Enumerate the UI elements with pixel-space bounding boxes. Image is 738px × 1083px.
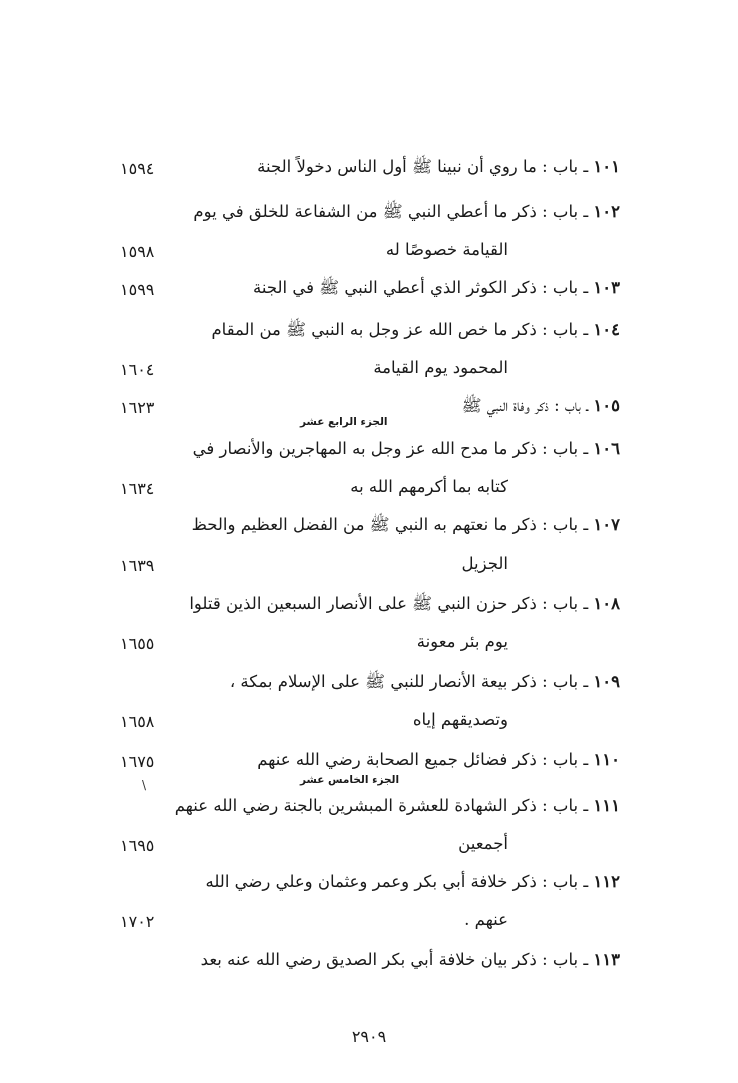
toc-entry-113 bbox=[0, 948, 738, 988]
entry-title: ١١١ ـ باب : ذكر الشهادة للعشرة المبشرين بالجنة رضي الله عنهم bbox=[174, 796, 620, 815]
entry-title: ١٠٨ ـ باب : ذكر حزن النبي ﷺ على الأنصار السبعين الذين قتلوا bbox=[189, 594, 620, 613]
entry-index: ١٠٥ bbox=[593, 396, 620, 415]
toc-entry-106-cont bbox=[0, 475, 738, 515]
section-label-part-14: الجزء الرابع عشر bbox=[300, 416, 388, 428]
entry-index: ١١١ bbox=[593, 796, 620, 815]
entry-page: ١٧٠٢ bbox=[120, 912, 155, 931]
entry-continuation: أجمعين bbox=[458, 834, 508, 853]
entry-index: ١١٢ bbox=[593, 872, 620, 891]
entry-title: ١٠٢ ـ باب : ذكر ما أعطي النبي ﷺ من الشفاعة للخلق في يوم bbox=[193, 202, 620, 221]
toc-entry-101 bbox=[0, 155, 738, 195]
toc-entry-107-cont bbox=[0, 552, 738, 592]
entry-continuation: عنهم . bbox=[464, 910, 508, 929]
toc-entry-112 bbox=[0, 870, 738, 910]
entry-page: ١٦٢٣ bbox=[120, 398, 155, 417]
toc-entry-108-cont bbox=[0, 630, 738, 670]
entry-title: ١١٠ ـ باب : ذكر فضائل جميع الصحابة رضي الله عنهم bbox=[257, 750, 620, 769]
toc-entry-102-cont bbox=[0, 238, 738, 278]
entry-index: ١٠٢ bbox=[593, 202, 620, 221]
entry-page: ١٦٣٤ bbox=[120, 479, 155, 498]
entry-index: ١٠٦ bbox=[593, 439, 620, 458]
entry-continuation: المحمود يوم القيامة bbox=[373, 358, 508, 377]
entry-title: ١٠٤ ـ باب : ذكر ما خص الله عز وجل به النبي ﷺ من المقام bbox=[211, 320, 620, 339]
entry-title: ١١٣ ـ باب : ذكر بيان خلافة أبي بكر الصديق رضي الله عنه بعد bbox=[200, 950, 620, 969]
toc-entry-106 bbox=[0, 437, 738, 477]
toc-entry-111 bbox=[0, 794, 738, 834]
entry-title: ١٠٧ ـ باب : ذكر ما نعتهم به النبي ﷺ من الفضل العظيم والحظ bbox=[191, 515, 620, 534]
entry-continuation: القيامة خصوصًا له bbox=[385, 240, 508, 259]
entry-page: ١٦٥٥ bbox=[120, 634, 155, 653]
entry-continuation: الجزيل bbox=[461, 554, 508, 573]
toc-entry-105 bbox=[0, 394, 738, 434]
entry-continuation: يوم بئر معونة bbox=[416, 632, 508, 651]
entry-continuation: وتصديقهم إياه bbox=[412, 710, 508, 729]
toc-entry-104-cont bbox=[0, 356, 738, 396]
toc-entry-102 bbox=[0, 200, 738, 240]
entry-page: ١٦٥٨ bbox=[120, 712, 155, 731]
toc-entry-107 bbox=[0, 513, 738, 553]
toc-entry-108 bbox=[0, 592, 738, 632]
entry-page: ١٦٩٥ bbox=[120, 836, 155, 855]
entry-page: ١٥٩٤ bbox=[120, 159, 155, 178]
entry-index: ١٠٨ bbox=[593, 594, 620, 613]
toc-entry-109 bbox=[0, 670, 738, 710]
entry-index: ١٠٣ bbox=[593, 278, 620, 297]
entry-page: ١٦٧٥ bbox=[120, 752, 155, 771]
entry-title: ١٠٦ ـ باب : ذكر ما مدح الله عز وجل به المهاجرين والأنصار في bbox=[192, 439, 620, 458]
entry-title: ١٠٥ ـ باب : ذكر وفاة النبي ﷺ bbox=[461, 396, 620, 415]
entry-title: ١٠٣ ـ باب : ذكر الكوثر الذي أعطي النبي ﷺ في الجنة bbox=[253, 278, 620, 297]
entry-page: ١٥٩٨ bbox=[120, 242, 155, 261]
section-label-part-15: الجزء الخامس عشر bbox=[300, 774, 400, 786]
entry-page: ١٦٣٩ bbox=[120, 556, 155, 575]
toc-entry-103 bbox=[0, 276, 738, 316]
margin-mark: \ bbox=[142, 778, 147, 792]
entry-title: ١٠٩ ـ باب : ذكر بيعة الأنصار للنبي ﷺ على الإسلام بمكة ، bbox=[229, 672, 620, 691]
entry-page: ١٦٠٤ bbox=[120, 360, 155, 379]
entry-title: ١٠١ ـ باب : ما روي أن نبينا ﷺ أول الناس دخولاً الجنة bbox=[257, 157, 620, 176]
entry-index: ١١٣ bbox=[593, 950, 620, 969]
toc-entry-111-cont bbox=[0, 832, 738, 872]
entry-index: ١٠٧ bbox=[593, 515, 620, 534]
entry-page: ١٥٩٩ bbox=[120, 280, 155, 299]
entry-index: ١٠٩ bbox=[593, 672, 620, 691]
toc-entry-109-cont bbox=[0, 708, 738, 748]
toc-entry-104 bbox=[0, 318, 738, 358]
toc-entry-112-cont bbox=[0, 908, 738, 948]
entry-index: ١٠١ bbox=[593, 157, 620, 176]
entry-continuation: كتابه بما أكرمهم الله به bbox=[350, 477, 508, 496]
entry-index: ١١٠ bbox=[593, 750, 620, 769]
entry-index: ١٠٤ bbox=[593, 320, 620, 339]
entry-title: ١١٢ ـ باب : ذكر خلافة أبي بكر وعمر وعثمان وعلي رضي الله bbox=[205, 872, 620, 891]
page-number: ٢٩٠٩ bbox=[351, 1027, 387, 1046]
